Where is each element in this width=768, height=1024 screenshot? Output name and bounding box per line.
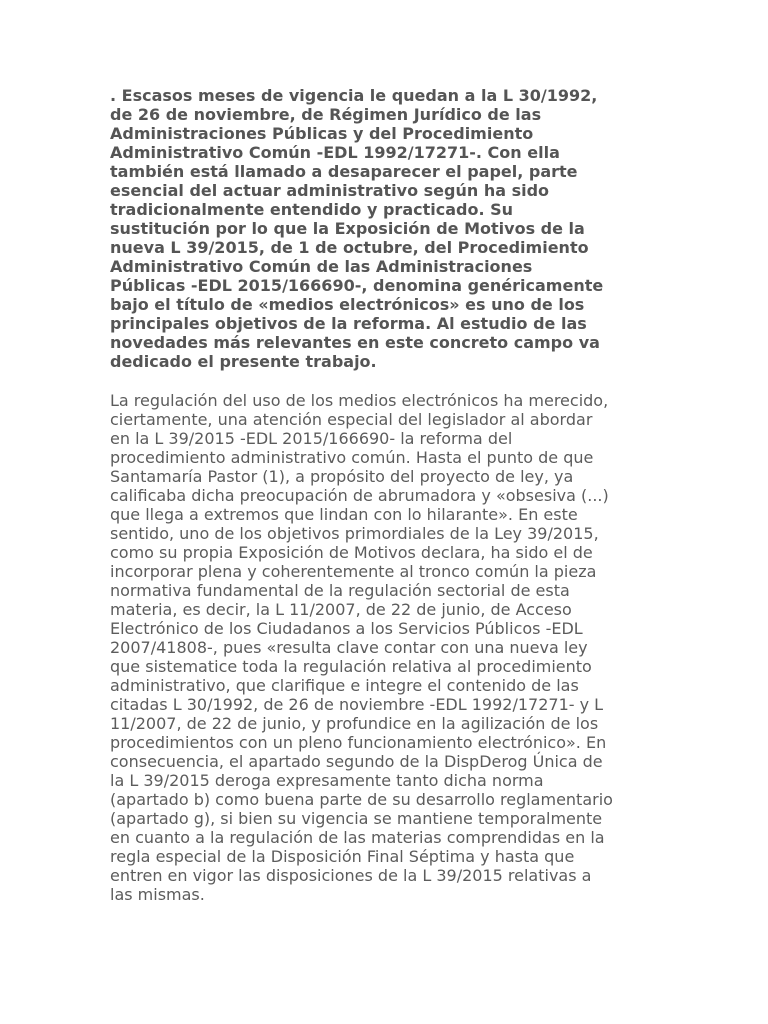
abstract-paragraph: . Escasos meses de vigencia le quedan a la L 30/1992, de 26 de noviembre, de Régimen Jurídico de las Administraciones Públicas y del Procedimiento Administrativo Común -EDL 1992/17271-. Con ella también está llamado a desaparecer el papel, parte esencial del actuar administrativo según ha sido tradicionalmente entendido y practicado. Su sustitución por lo que la Exposición de Motivos de la nueva L 39/2015, de 1 de octubre, del Procedimiento Administrativo Común de las Administraciones Públicas -EDL 2015/166690-, denomina genéricamente bajo el título de «medios electrónicos» es uno de los principales objetivos de la reforma. Al estudio de las novedades más relevantes en este concreto campo va dedicado el presente trabajo. [110, 86, 604, 371]
body-paragraph: La regulación del uso de los medios electrónicos ha merecido, ciertamente, una atención especial del legislador al abordar en la L 39/2015 -EDL 2015/166690- la reforma del procedimiento administrativo común. Hasta el punto de que Santamaría Pastor (1), a propósito del proyecto de ley, ya calificaba dicha preocupación de abrumadora y «obsesiva (...) que llega a extremos que lindan con lo hilarante». En este sentido, uno de los objetivos primordiales de la Ley 39/2015, como su propia Exposición de Motivos declara, ha sido el de incorporar plena y coherentemente al tronco común la pieza normativa fundamental de la regulación sectorial de esta materia, es decir, la L 11/2007, de 22 de junio, de Acceso Electrónico de los Ciudadanos a los Servicios Públicos -EDL 2007/41808-, pues «resulta clave contar con una nueva ley que sistematice toda la regulación relativa al procedimiento administrativo, que clarifique e integre el contenido de las citadas L 30/1992, de 26 de noviembre -EDL 1992/17271- y L 11/2007, de 22 de junio, y profundice en la agilización de los procedimientos con un pleno funcionamiento electrónico». En consecuencia, el apartado segundo de la DispDerog Única de la L 39/2015 deroga expresamente tanto dicha norma (apartado b) como buena parte de su desarrollo reglamentario (apartado g), si bien su vigencia se mantiene temporalmente en cuanto a la regulación de las materias comprendidas en la regla especial de la Disposición Final Séptima y hasta que entren en vigor las disposiciones de la L 39/2015 relativas a las mismas. [110, 391, 613, 904]
document-page [110, 86, 670, 904]
